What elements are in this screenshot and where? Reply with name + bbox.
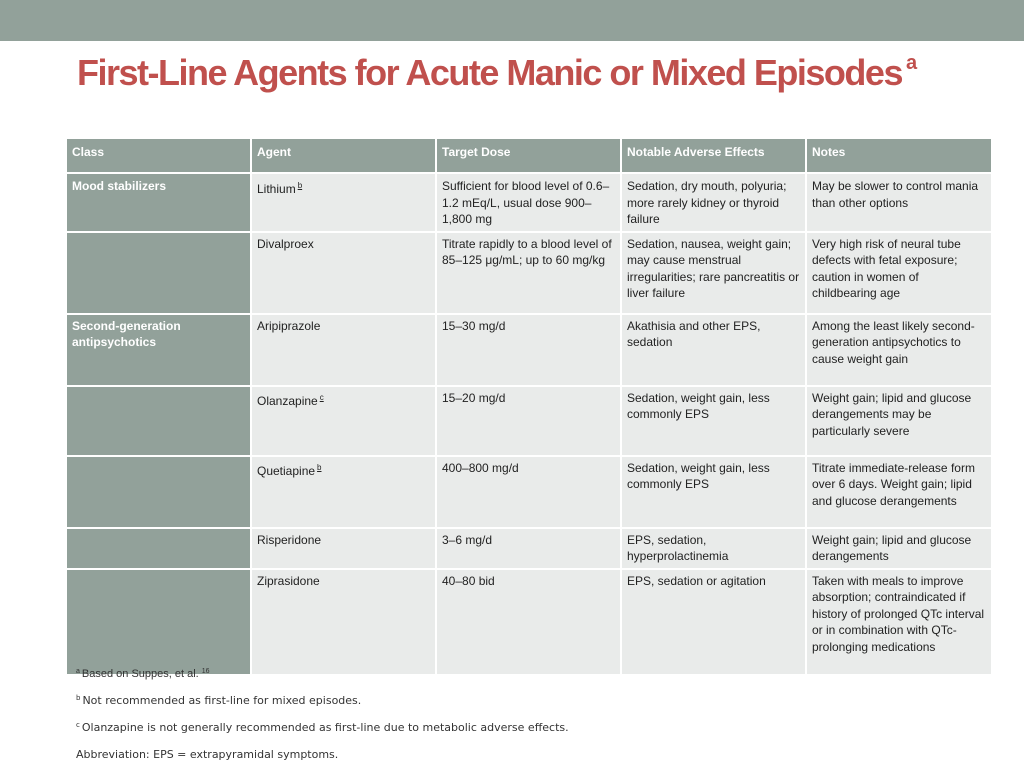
agent-footnote-mark: b — [317, 462, 322, 472]
notes-cell: Very high risk of neural tube defects with fetal exposure; caution in women of childbearing age — [807, 233, 991, 313]
agent-cell — [252, 457, 435, 527]
adverse-cell: Sedation, weight gain, less commonly EPS — [622, 457, 805, 527]
adverse-cell: Sedation, nausea, weight gain; may cause menstrual irregularities; rare pancreatitis or liver failure — [622, 233, 805, 313]
footnote-b-mark: b — [76, 694, 81, 702]
agent-cell — [252, 174, 435, 231]
table-header-row — [67, 139, 991, 172]
dose-cell: Sufficient for blood level of 0.6–1.2 mEq/L, usual dose 900–1,800 mg — [437, 174, 620, 231]
table-row-quetiapine — [67, 457, 991, 527]
class-cell: Second-generation antipsychotics — [67, 315, 250, 385]
title-footnote-mark: a — [905, 52, 918, 74]
notes-cell: Weight gain; lipid and glucose derangements — [807, 529, 991, 568]
table-row-aripiprazole — [67, 315, 991, 385]
table-row-ziprasidone — [67, 570, 991, 674]
agents-table-wrapper — [65, 137, 989, 676]
slide-title-text: First-Line Agents for Acute Manic or Mixed Episodes — [77, 52, 902, 93]
agent-name: Olanzapine — [257, 393, 318, 408]
dose-cell: Titrate rapidly to a blood level of 85–125 μg/mL; up to 60 mg/kg — [437, 233, 620, 313]
class-cell — [67, 529, 250, 568]
dose-cell: 40–80 bid — [437, 570, 620, 674]
dose-cell: 400–800 mg/d — [437, 457, 620, 527]
footnote-a-mark: a — [76, 668, 80, 675]
agent-cell — [252, 315, 435, 385]
agent-cell — [252, 387, 435, 455]
abbreviation-note: Abbreviation: EPS = extrapyramidal symptoms. — [76, 748, 339, 761]
header-agent: Agent — [252, 139, 435, 172]
notes-cell: Weight gain; lipid and glucose derangements may be particularly severe — [807, 387, 991, 455]
header-adverse-effects: Notable Adverse Effects — [622, 139, 805, 172]
agent-footnote-mark: b — [297, 181, 303, 190]
class-cell — [67, 570, 250, 674]
class-cell — [67, 233, 250, 313]
table-row-divalproex — [67, 233, 991, 313]
dose-cell: 3–6 mg/d — [437, 529, 620, 568]
agent-cell — [252, 233, 435, 313]
agent-name: Quetiapine — [257, 463, 316, 478]
table-row-lithium — [67, 174, 991, 231]
dose-cell: 15–20 mg/d — [437, 387, 620, 455]
notes-cell: Among the least likely second-generation antipsychotics to cause weight gain — [807, 315, 991, 385]
footnote-c-mark: c — [76, 721, 80, 729]
agent-name: Aripiprazole — [257, 318, 321, 333]
table-row-risperidone — [67, 529, 991, 568]
footnote-b — [76, 694, 361, 707]
adverse-cell: EPS, sedation or agitation — [622, 570, 805, 674]
adverse-cell: Akathisia and other EPS, sedation — [622, 315, 805, 385]
table-row-olanzapine — [67, 387, 991, 455]
agent-name: Lithium — [257, 182, 296, 196]
notes-cell: Titrate immediate-release form over 6 days. Weight gain; lipid and glucose derangements — [807, 457, 991, 527]
agent-name: Divalproex — [257, 236, 314, 251]
footnote-a — [76, 668, 212, 680]
footnote-c — [76, 721, 569, 734]
agent-name: Risperidone — [257, 532, 322, 547]
dose-cell: 15–30 mg/d — [437, 315, 620, 385]
footnote-b-text: Not recommended as first-line for mixed episodes. — [82, 694, 362, 707]
header-notes: Notes — [807, 139, 991, 172]
adverse-cell: Sedation, dry mouth, polyuria; more rarely kidney or thyroid failure — [622, 174, 805, 231]
agents-table — [65, 137, 993, 676]
adverse-cell: EPS, sedation, hyperprolactinemia — [622, 529, 805, 568]
notes-cell: Taken with meals to improve absorption; contraindicated if history of prolonged QTc interval or in combination with QTc-prolonging medications — [807, 570, 991, 674]
header-class: Class — [67, 139, 250, 172]
top-band — [0, 0, 1024, 41]
agent-cell — [252, 570, 435, 674]
agent-footnote-mark: c — [319, 392, 324, 402]
agent-cell — [252, 529, 435, 568]
header-target-dose: Target Dose — [437, 139, 620, 172]
adverse-cell: Sedation, weight gain, less commonly EPS — [622, 387, 805, 455]
footnote-a-text: Based on Suppes, et al. — [81, 668, 199, 680]
footnote-a-ref: 16 — [201, 668, 210, 675]
agent-name: Ziprasidone — [257, 573, 320, 588]
class-cell — [67, 457, 250, 527]
notes-cell: May be slower to control mania than other options — [807, 174, 991, 231]
class-cell: Mood stabilizers — [67, 174, 250, 231]
footnote-c-text: Olanzapine is not generally recommended as first-line due to metabolic adverse effects. — [81, 721, 569, 734]
slide-title — [77, 52, 977, 94]
class-cell — [67, 387, 250, 455]
